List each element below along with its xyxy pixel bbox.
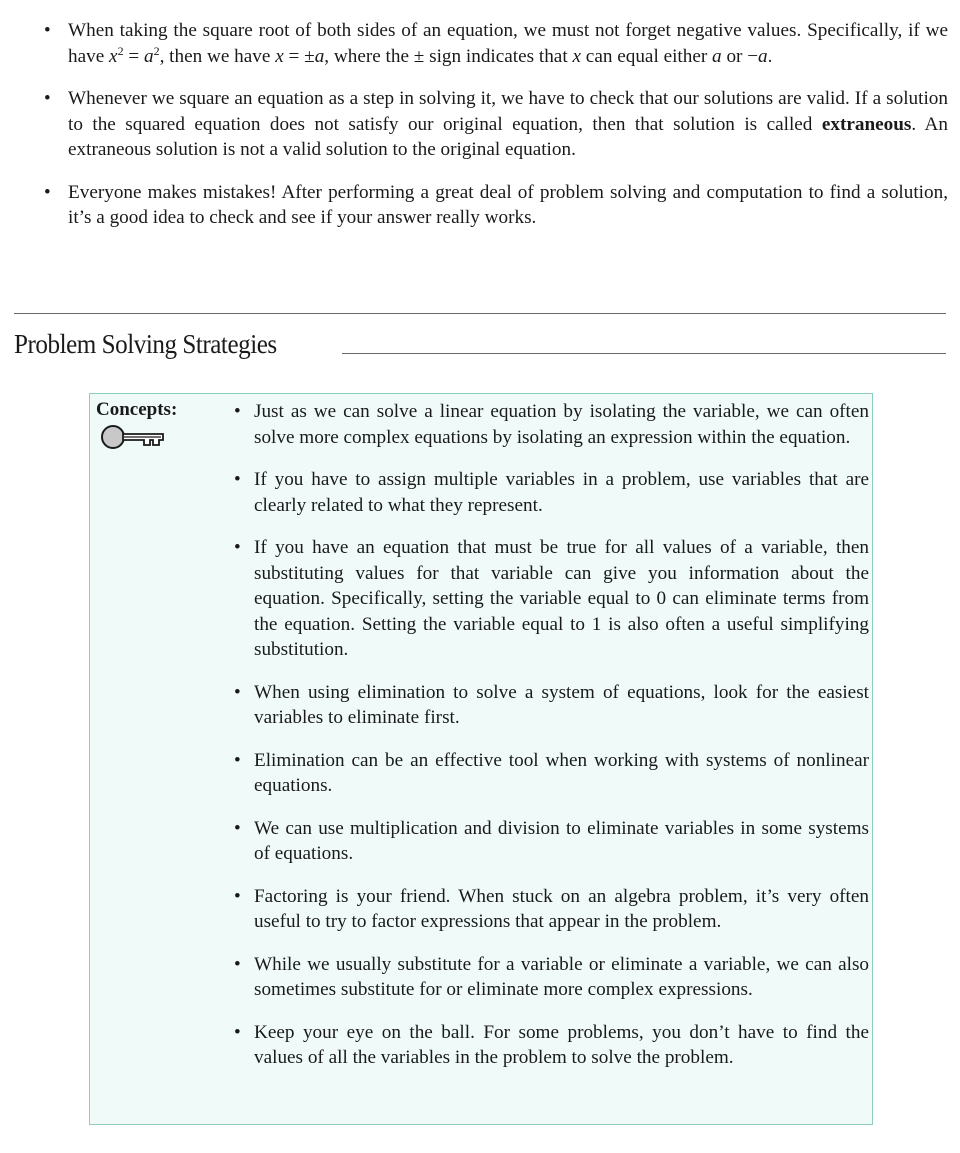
bullet-dot: •: [234, 681, 241, 703]
section-title: Problem Solving Strategies: [14, 329, 277, 359]
bullet-mistakes: • Everyone makes mistakes! After performing a great deal of problem solving and computation to find a solution, it’s a good idea to check and see if your answer really works.: [44, 181, 948, 228]
concept-item: • Factoring is your friend. When stuck on an algebra problem, it’s very often useful to try to factor expressions that appear in the problem.: [234, 885, 869, 932]
concept-item: • If you have an equation that must be true for all values of a variable, then substituting values for that variable can give you information about the equation. Specifically, setting the variable equal to 0 can eliminate terms from the equation. Setting the variable equal to 1 is also often a useful simplifying substitution.: [234, 537, 869, 660]
summary-bullet-list: [44, 18, 948, 248]
concept-item: • When using elimination to solve a system of equations, look for the easiest variables to eliminate first.: [234, 681, 869, 728]
bullet-dot: •: [44, 181, 51, 203]
bullet-dot: •: [44, 88, 51, 109]
bullet-dot: •: [234, 469, 241, 490]
bullet-extraneous: • Whenever we square an equation as a step in solving it, we have to check that our solutions are valid. If a solution to the squared equation does not satisfy our original equation, then that solution is called extraneous. An extraneous solution is not a valid solution to the original equation.: [44, 88, 948, 160]
term-extraneous: extraneous: [821, 113, 912, 135]
section-title-rule: [342, 353, 946, 354]
bullet-dot: •: [234, 537, 241, 558]
bullet-dot: •: [234, 885, 241, 907]
concept-item: • Just as we can solve a linear equation by isolating the variable, we can often solve more complex equations by isolating an expression within the equation.: [234, 401, 869, 448]
concept-item: • Elimination can be an effective tool when working with systems of nonlinear equations.: [234, 749, 869, 796]
bullet-dot: •: [234, 953, 241, 975]
bullet-dot: •: [234, 817, 241, 839]
section-divider: [14, 313, 946, 314]
bullet-dot: •: [44, 20, 51, 41]
concept-item: • Keep your eye on the ball. For some problems, you don’t have to find the values of all the variables in the problem to solve the problem.: [234, 1021, 869, 1068]
bullet-dot: •: [234, 749, 241, 771]
concepts-box: [89, 393, 873, 1125]
concept-item: • We can use multiplication and division to eliminate variables in some systems of equations.: [234, 817, 869, 864]
concepts-label: Concepts:: [96, 399, 178, 420]
bullet-dot: •: [234, 401, 241, 422]
bullet-dot: •: [234, 1021, 241, 1043]
concept-item: • If you have to assign multiple variables in a problem, use variables that are clearly related to what they represent.: [234, 469, 869, 516]
concepts-list: [234, 399, 869, 1088]
bullet-square-root: • When taking the square root of both sides of an equation, we must not forget negative values. Specifically, if we have $x^2 = a^2$, then we have x = ±a, where the ± sign indicates that x can equal either a or −a.: [44, 20, 948, 67]
key-icon: [101, 424, 165, 450]
concept-item: • While we usually substitute for a variable or eliminate a variable, we can also sometimes substitute for or eliminate more complex expressions.: [234, 953, 869, 1000]
